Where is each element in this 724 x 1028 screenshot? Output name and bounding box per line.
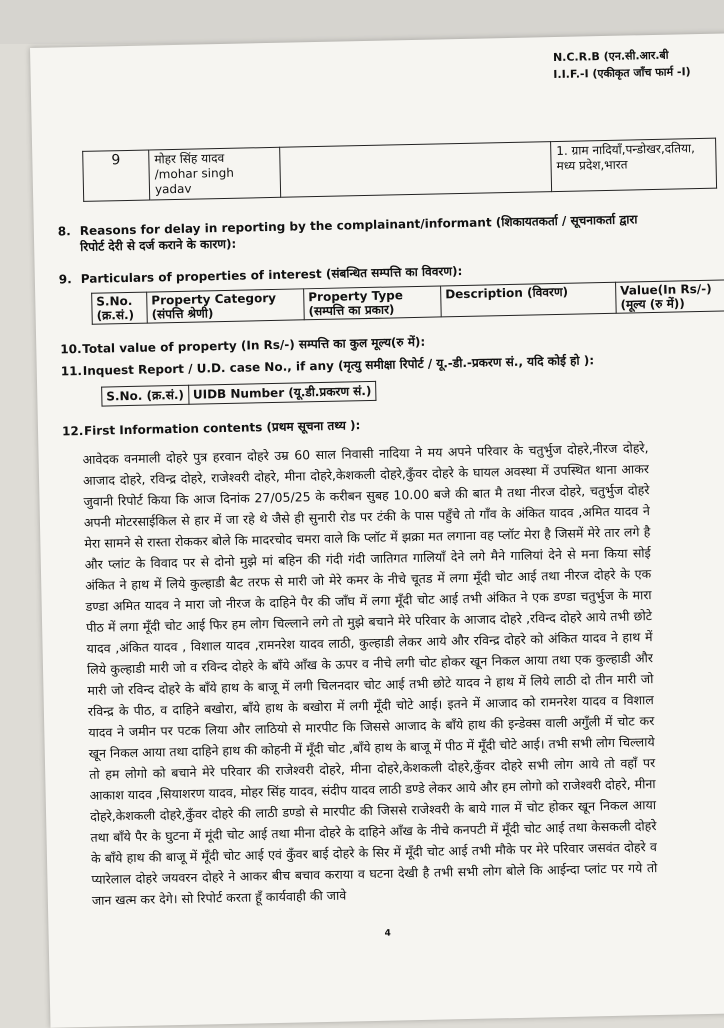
- accused-blank-cell: [280, 142, 552, 198]
- first-information-text: आवेदक वनमाली दोहरे पुत्र हरवान दोहरे उम्र 60 साल निवासी नादिया ने मय अपने परिवार के चतुर्भुज दोहरे,नीरज दोहरे, आजाद दोहरे, रविन्द्र दोहरे, राजेश्वरी दोहरे, मीना दोहरे,केशकली दोहरे,कुँवर दोहरे के घायल अवस्था में उपस्थित थाना आकर जुवानी रिपोर्ट किया कि आज दिनांक 27/05/25 के करीबन सुबह 10.00 बजे की बात मै तथा नीरज दोहरे, चतुर्भुज दोहरे अपनी मोटरसाईकिल से हार में जा रहे थे जैसे ही सुनारी रोड पर टंकी के पास पहुँचे तो गाँव के अंकित यादव ,अमित यादव ने मेरा सामने से रास्ता रोककर बोले कि मादरचोद चमरा वाले कि प्लॉट में झक्रा मत लगाना वह प्लॉट मेरा है जिसमें मेरे तार लगे है और प्लांट के विवाद पर से दोनो मुझे मां बहिन की गंदी गंदी जातिगत गालियाँ देने लगे मैने गालियां देने से मना किया सोई अंकित ने हाथ में लिये कुल्हाडी बैट तरफ से मारी जो मेरे कमर के नीचे चूतड में लगा मूँदी चोट आई तथा नीरज दोहरे के एक डण्डा अमित यादव ने मारा जो नीरज के दाहिने पैर की जाँघ में लगा मूँदी चोट आई तभी अंकित ने एक डण्डा चतुर्भुज के मारा पीठ में लगा मूँदी चोट आई फिर हम लोग चिल्लाने लगे तो मुझे बचाने मेरे परिवार के आजाद दोहरे ,रविन्द दोहरे आये तभी छोटे यादव ,अंकित यादव , विशाल यादव ,रामनरेश यादव लाठी, कुल्हाडी लेकर आये और रविन्द्र दोहरे को अंकित यादव ने हाथ में लिये कुल्हाडी मारी जो व रविन्द दोहरे के बाँये आँख के ऊपर व नीचे लगी चोट होकर खून निकल आया तथा एक कुल्हाडी और मारी जो रविन्द दोहरे के बाँये हाथ के बाजू में लगी चिलनदार चोट आई तभी छोटे यादव ने हाथ में लिये लाठी दो तीन मारी जो रविन्द्र के पीठ, व दाहिने बखोरा, बाँये हाथ के बखोरा में लगी मूँदी चोटे आई। इतने में आजाद को रामनरेश यादव व विशाल यादव ने जमीन पर पटक लिया और लाठियो से मारपीट कि जिससे आजाद के बाँये हाथ की इन्डेक्स वाली अगुँली में चोट कर खून निकल आया तथा दाहिने हाथ की कोहनी में मूँदी चोट ,बाँये हाथ के बाजू में पीठ में मूँदी चोटे आई। तभी सभी लोग चिल्लाये तो हम लोगो को बचाने मेरे परिवार की राजेश्वरी दोहरे, मीना दोहरे,केशकली दोहरे,कुँवर दोहरे सभी लोग आये तो वहाँ पर आकाश यादव ,सियाशरण यादव, मोहर सिंह यादव, संदीप यादव लाठी डण्डे लेकर आये और हम लोगो को राजेश्वरी दोहरे, मीना दोहरे,केशकली दोहरे,कुँवर दोहरे की लाठी डण्डो से मारपीट की जिससे राजेश्वरी के बाये गाल में चोट होकर खून निकल आया तथा बाँये पैर के घुटना में मूंदी चोट आई तथा मीना दोहरे के दाहिने आँख के नीचे कनपटी में मूँदी चोट आई तथा केसकली दोहरे के बाँये हाथ की बाजू में मूँदी चोट आई एवं कुँवर बाई दोहरे के सिर में मूँदी चोट आई तभी मौके पर मेरे परिवार जसवंत दोहरे व प्यारेलाल दोहरे जयवरन दोहरे ने आकर बीच बचाव कराया व घटना देखी है तभी सभी लोग बोले कि आईन्दा प्लांट पर गये तो जान खत्म कर देगे। सो रिपोर्ट करता हूँ कार्यवाही की जावे: [82, 440, 658, 908]
- col-value: Value(In Rs/-) (मूल्य (रु में)): [616, 280, 724, 313]
- section-8-title: Reasons for delay in reporting by the complainant/informant (शिकायतकर्ता / सूचनाकर्ता द्वारा: [79, 212, 638, 238]
- col-type: Property Type (सम्पत्ति का प्रकार): [304, 286, 442, 320]
- document-page: [30, 33, 724, 1027]
- table-header-row: [102, 381, 376, 406]
- table-row: [83, 138, 717, 201]
- section-9-number: 9.: [58, 272, 72, 287]
- section-11: [61, 352, 595, 379]
- section-9: [59, 263, 463, 287]
- section-12: [62, 417, 361, 439]
- section-10-title: Total value of property (In Rs/-) सम्पत्ति का कुल मूल्य(रु में):: [82, 334, 426, 356]
- section-12-title: First Information contents (प्रथम सूचना तथ्य ):: [83, 418, 361, 438]
- section-10: [60, 334, 425, 358]
- accused-sno: 9: [83, 150, 150, 201]
- col-description: Description (विवरण): [441, 282, 617, 317]
- section-11-number: 11.: [60, 363, 83, 379]
- inquest-table: [101, 381, 376, 407]
- section-10-number: 10.: [60, 341, 82, 357]
- form-header: [553, 46, 691, 83]
- col-category: Property Category (संपत्ति श्रेणी): [147, 289, 305, 323]
- col-inquest-sno: S.No. (क्र.सं.): [102, 385, 189, 406]
- page-number: 4: [384, 928, 391, 939]
- table-header-row: [92, 280, 724, 324]
- section-12-number: 12.: [61, 423, 84, 439]
- property-table: [91, 279, 724, 324]
- accused-table: [82, 138, 717, 202]
- section-9-title: Particulars of properties of interest (संबन्धित सम्पत्ति का विवरण):: [80, 263, 463, 286]
- header-ncrb: N.C.R.B (एन.सी.आर.बी: [552, 48, 669, 65]
- col-uidb-number: UIDB Number (यू.डी.प्रकरण सं.): [188, 381, 376, 404]
- section-8-title-2: रिपोर्ट देरी से दर्ज कराने के कारण):: [80, 236, 237, 254]
- section-8-number: 8.: [57, 224, 71, 239]
- section-11-title: Inquest Report / U.D. case No., if any (मृत्यु समीक्षा रिपोर्ट / यू.-डी.-प्रकरण सं., यदि कोई हो ):: [82, 353, 595, 378]
- accused-name: मोहर सिंह यादव /mohar singh yadav: [149, 147, 281, 200]
- section-8: [58, 211, 638, 255]
- header-iif: I.I.F.-I (एकीकृत जाँच फार्म -I): [553, 65, 691, 82]
- col-sno: S.No. (क्र.सं.): [92, 292, 148, 324]
- accused-address: 1. ग्राम नादियाँ,पन्डोखर,दतिया, मध्य प्रदेश,भारत: [551, 138, 717, 191]
